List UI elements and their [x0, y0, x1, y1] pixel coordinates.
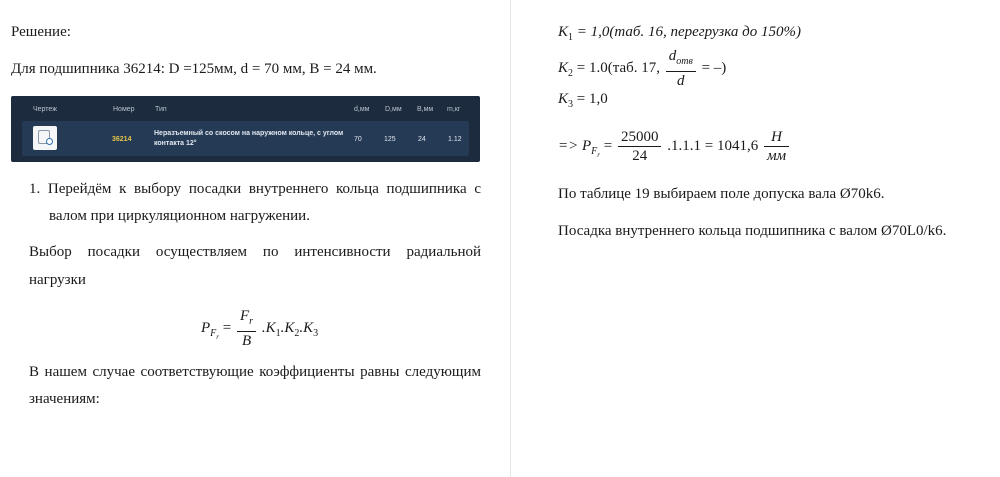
header-m: m,кг — [447, 106, 461, 113]
para1-line2: нагрузки — [29, 272, 86, 288]
header-type: Тип — [155, 106, 167, 113]
cell-B: 24 — [418, 136, 426, 143]
magnifier-icon — [46, 138, 53, 145]
tolerance-text: По таблице 19 выбираем поле допуска вала Ø70k6. — [558, 186, 885, 202]
para2-line2: значениям: — [29, 391, 100, 407]
k1-formula: $K_1 = 1,0(таб$. 16, перегрузка до 150%) — [558, 24, 801, 43]
table-row[interactable] — [22, 121, 469, 156]
k2-value: = 1.0(таб. 17, — [576, 59, 664, 76]
calc-prefix: => P — [558, 137, 592, 154]
cell-d: 70 — [354, 136, 362, 143]
bearing-drawing-icon[interactable] — [33, 126, 57, 150]
header-drawing: Чертеж — [33, 106, 57, 113]
right-column — [558, 0, 988, 477]
solution-heading: Решение: — [11, 24, 71, 40]
cell-m: 1.12 — [448, 136, 462, 143]
bearing-number: 36214 — [112, 136, 132, 143]
load-calculation: => $P_{F_r}$ = $\frac{25000}{24}$ .1.1.1 = 1041,6 $\frac{Н}{мм}$ — [558, 128, 791, 165]
bearing-dimensions: Для подшипника 36214: D =125мм, d = 70 мм, B = 24 мм. — [11, 61, 377, 77]
bearing-type: Неразъемный со скосом на наружном кольце, с углом контакта 12° — [154, 130, 344, 147]
calc-numerator: 25000 — [618, 128, 662, 147]
item1-line2: валом при циркуляционном нагружении. — [49, 208, 310, 224]
item1-line1: 1. Перейдём к выбору посадки внутреннего кольца подшипника с — [29, 181, 481, 197]
formula-load-intensity: $P_{F_r}$ = $\frac{F_r}{B}$ $.K_1.K_2.K_3$ — [201, 308, 319, 349]
k2-close: = –) — [701, 59, 727, 76]
k1-value: = 1,0(таб. 16, перегрузка до 150%) — [576, 24, 801, 40]
fit-text: Посадка внутреннего кольца подшипника с валом Ø70L0/k6. — [558, 223, 947, 239]
k3-formula: $K_3 = 1,0$ — [558, 91, 608, 110]
k2-formula: $K_2 = 1.0(таб$. 17, $\frac{d_{отв}}{d}$ = –) — [558, 48, 727, 89]
calc-result: .1.1.1 = 1041,6 — [667, 137, 759, 154]
bearing-table — [11, 96, 480, 162]
para2-line1: В нашем случае соответствующие коэффициенты равны следующим — [29, 364, 481, 380]
k3-value: = 1,0 — [576, 91, 608, 107]
header-number: Номер — [113, 106, 135, 113]
unit-numerator: Н — [764, 128, 789, 147]
left-column — [11, 0, 481, 477]
calc-denominator: 24 — [632, 148, 648, 164]
cell-D: 125 — [384, 136, 396, 143]
header-B: B,мм — [417, 106, 434, 113]
header-d: d,мм — [354, 106, 370, 113]
header-D: D,мм — [385, 106, 402, 113]
para1-line1: Выбор посадки осуществляем по интенсивности радиальной — [29, 244, 481, 260]
unit-denominator: мм — [766, 148, 787, 164]
column-divider — [510, 0, 511, 477]
